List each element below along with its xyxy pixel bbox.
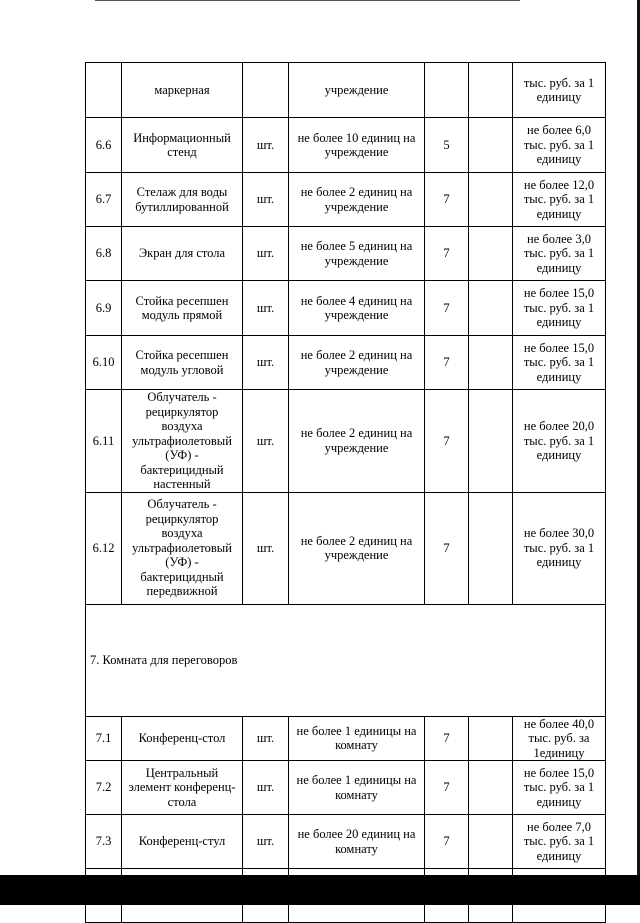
table-row [86,173,606,227]
item-number-cell: 6.6 [86,118,122,173]
price-limit-cell: не более 6,0 тыс. руб. за 1 единицу [513,118,606,173]
price-limit-cell: не более 20,0 тыс. руб. за 1 единицу [513,390,606,493]
service-life-cell: 7 [425,227,469,281]
item-number-cell: 6.11 [86,390,122,493]
price-limit-cell: не более 7,0 тыс. руб. за 1 единицу [513,815,606,869]
unit-cell: шт. [243,815,289,869]
table-row [86,492,606,604]
price-limit-cell: не более 3,0 тыс. руб. за 1 единицу [513,227,606,281]
item-name-cell: Центральный элемент конференц- стола [122,761,243,815]
table-row [86,716,606,761]
service-life-cell [425,63,469,118]
quantity-limit-cell: не более 10 единиц на учреждение [289,118,425,173]
item-name-cell: Конференц-стол [122,716,243,761]
item-number-cell: 6.8 [86,227,122,281]
quantity-limit-cell: не более 2 единиц на учреждение [289,492,425,604]
unit-cell: шт. [243,336,289,390]
table-row [86,390,606,493]
item-name-cell: Стелаж для воды бутиллированной [122,173,243,227]
price-limit-cell: не более 15,0 тыс. руб. за 1 единицу [513,336,606,390]
item-number-cell: 7.1 [86,716,122,761]
table-row [86,815,606,869]
quantity-limit-cell: учреждение [289,63,425,118]
service-life-cell: 7 [425,281,469,336]
unit-cell: шт. [243,281,289,336]
unit-cell: шт. [243,118,289,173]
extra-cell [469,63,513,118]
equipment-table [85,62,606,923]
item-name-cell: Информационный стенд [122,118,243,173]
quantity-limit-cell: не более 2 единиц на учреждение [289,390,425,493]
service-life-cell: 7 [425,815,469,869]
table-row [86,761,606,815]
equipment-table-body [86,63,606,923]
service-life-cell: 5 [425,118,469,173]
section-header-row [86,604,606,716]
service-life-cell: 7 [425,492,469,604]
unit-cell: шт. [243,227,289,281]
quantity-limit-cell: не более 2 единиц на учреждение [289,336,425,390]
quantity-limit-cell: не более 1 единицы на комнату [289,761,425,815]
table-row [86,63,606,118]
table-row [86,227,606,281]
scan-bottom-bar [0,875,640,905]
unit-cell [243,63,289,118]
quantity-limit-cell: не более 4 единиц на учреждение [289,281,425,336]
service-life-cell: 7 [425,761,469,815]
unit-cell: шт. [243,716,289,761]
table-row [86,336,606,390]
quantity-limit-cell: не более 2 единиц на учреждение [289,173,425,227]
service-life-cell: 7 [425,336,469,390]
extra-cell [469,761,513,815]
price-limit-cell: не более 12,0 тыс. руб. за 1 единицу [513,173,606,227]
item-number-cell: 6.7 [86,173,122,227]
extra-cell [469,390,513,493]
section-title: 7. Комната для переговоров [86,604,606,716]
quantity-limit-cell: не более 1 единицы на комнату [289,716,425,761]
extra-cell [469,716,513,761]
price-limit-cell: не более 15,0 тыс. руб. за 1 единицу [513,761,606,815]
item-name-cell: Облучатель - рециркулятор воздуха ультрафиолетовый (УФ) - бактерицидный передвижной [122,492,243,604]
table-row [86,281,606,336]
item-name-cell: Стойка ресепшен модуль прямой [122,281,243,336]
extra-cell [469,281,513,336]
extra-cell [469,336,513,390]
item-number-cell [86,63,122,118]
service-life-cell: 7 [425,716,469,761]
unit-cell: шт. [243,761,289,815]
price-limit-cell: не более 40,0 тыс. руб. за 1единицу [513,716,606,761]
item-number-cell: 7.2 [86,761,122,815]
extra-cell [469,815,513,869]
extra-cell [469,492,513,604]
price-limit-cell: не более 15,0 тыс. руб. за 1 единицу [513,281,606,336]
item-name-cell: Конференц-стул [122,815,243,869]
unit-cell: шт. [243,492,289,604]
page-top-edge [95,0,520,1]
item-number-cell: 6.9 [86,281,122,336]
service-life-cell: 7 [425,390,469,493]
service-life-cell: 7 [425,173,469,227]
item-number-cell: 7.3 [86,815,122,869]
table-row [86,118,606,173]
quantity-limit-cell: не более 20 единиц на комнату [289,815,425,869]
item-name-cell: Экран для стола [122,227,243,281]
unit-cell: шт. [243,173,289,227]
extra-cell [469,173,513,227]
item-name-cell: маркерная [122,63,243,118]
extra-cell [469,227,513,281]
unit-cell: шт. [243,390,289,493]
price-limit-cell: тыс. руб. за 1 единицу [513,63,606,118]
item-name-cell: Облучатель - рециркулятор воздуха ультрафиолетовый (УФ) - бактерицидный настенный [122,390,243,493]
item-number-cell: 6.10 [86,336,122,390]
quantity-limit-cell: не более 5 единиц на учреждение [289,227,425,281]
extra-cell [469,118,513,173]
item-name-cell: Стойка ресепшен модуль угловой [122,336,243,390]
price-limit-cell: не более 30,0 тыс. руб. за 1 единицу [513,492,606,604]
item-number-cell: 6.12 [86,492,122,604]
